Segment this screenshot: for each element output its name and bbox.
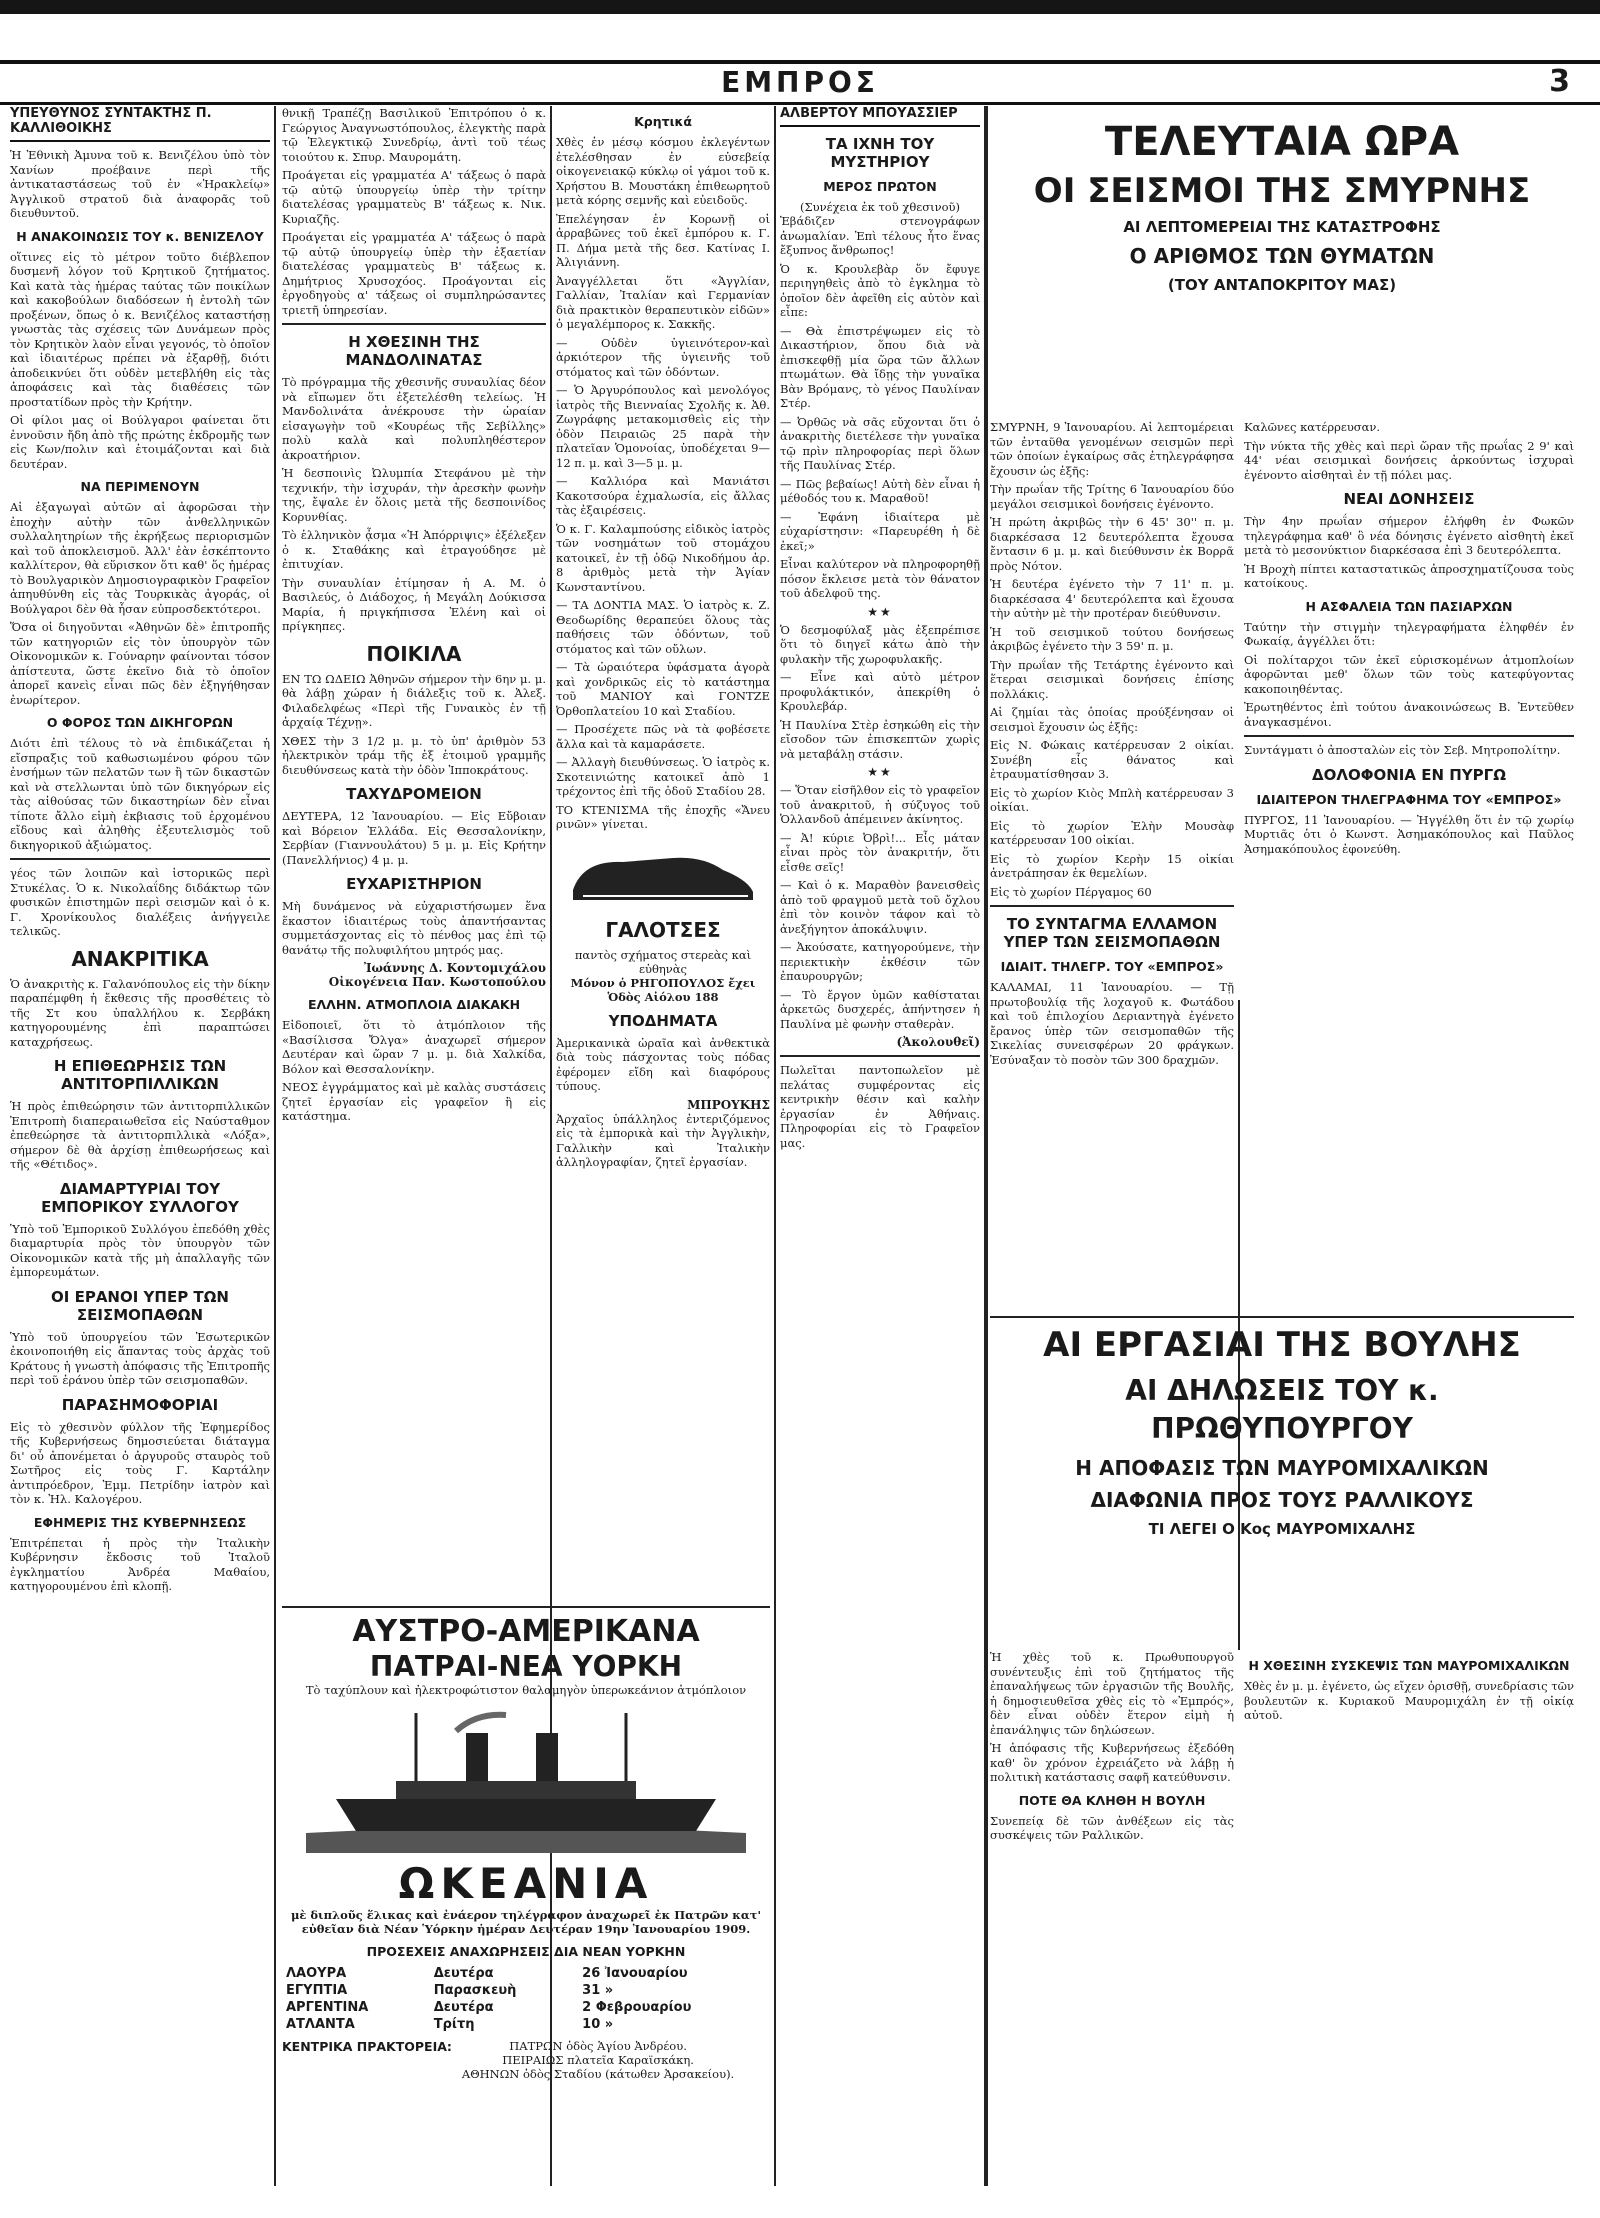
headline: ΑΙ ΕΡΓΑΣΙΑΙ ΤΗΣ ΒΟΥΛΗΣ (1043, 1325, 1521, 1365)
article-text: Εἰς Ν. Φώκαις κατέρρευσαν 2 οἰκίαι. Συνέβη εἷς θάνατος καὶ ἐτραυματίσθησαν 3. (990, 738, 1234, 781)
headline: ΕΛΛΗΝ. ΑΤΜΟΠΛΟΙΑ ΔΙΑΚΑΚΗ (307, 997, 521, 1012)
article-text: — Τὸ ἔργον ὑμῶν καθίσταται ἀρκετῶς δυσχερές, ἀπήντησεν ἡ Παυλίνα μὲ φωνὴν σταθερὰν. (780, 987, 980, 1031)
divider (10, 858, 270, 860)
headline: ΟΙ ΕΡΑΝΟΙ ΥΠΕΡ ΤΩΝ ΣΕΙΣΜΟΠΑΘΩΝ (51, 1287, 229, 1324)
main-headline-2: ΟΙ ΣΕΙΣΜΟΙ ΤΗΣ ΣΜΥΡΝΗΣ (1033, 171, 1531, 211)
offices-list (462, 2039, 734, 2081)
parliament-headlines (990, 1310, 1574, 1544)
office-address: ΠΕΙΡΑΙΩΣ πλατεῖα Καραϊσκάκη. (502, 2053, 694, 2067)
subheadline: Η ΑΠΟΦΑΣΙΣ ΤΩΝ ΜΑΥΡΟΜΙΧΑΛΙΚΩΝ (1075, 1456, 1489, 1480)
top-edge-bar (0, 0, 1600, 14)
office-address: ΠΑΤΡΩΝ ὁδὸς Ἁγίου Ἀνδρέου. (509, 2039, 687, 2053)
article-text: ΚΑΛΑΜΑΙ, 11 Ἰανουαρίου. — Τῇ πρωτοβουλίᾳ τῆς λοχαγοῦ κ. Φωτάδου καὶ τοῦ ἐπιλοχίου Δεριαντηγὰ ἐγένετο ἔρανος ὑπὲρ τῶν σεισμοπαθῶν τῆς Σικελίας συνεισφέρων 20 φράγκων. Ἐσύναξαν τὸ ποσὸν τῶν 300 δραχμῶν. (990, 980, 1234, 1067)
divider (780, 1055, 980, 1057)
article-text: — Ἀ! κύριε Ὀβρὶ!... Εἶς μάταν εἶναι πρὸς τὸν ἀνακριτήν, ὅτι εἶσθε σεῖς! (780, 830, 980, 874)
ship-cell: ΛΑΟΥΡΑ (286, 1966, 347, 1981)
article-text: θνικῇ Τραπέζῃ Βασιλικοῦ Ἐπιτρόπου ὁ κ. Γεώργιος Ἀναγνωστόπουλος, ἐλεγκτὴς παρὰ τῷ Ἐλεγκτικῷ Συνεδρίῳ, ἀντὶ τοῦ τέως τοιούτου κ. Σπυρ. Μαυρομάτη. (282, 106, 546, 164)
headline: Η ΑΝΑΚΟΙΝΩΣΙΣ ΤΟΥ κ. ΒΕΝΙΖΕΛΟΥ (16, 228, 264, 244)
shoe-ad-title: ΓΑΛΟΤΣΕΣ (605, 917, 721, 942)
day-cell: Τρίτη (433, 2017, 475, 2032)
article-text: — ΤΑ ΔΟΝΤΙΑ ΜΑΣ. Ὁ ἰατρὸς κ. Ζ. Θεοδωρίδης θεραπεύει ὅλους τὰς παθήσεις τῶν ὀδόντων, τοῦ στόματος καὶ τῶν οὔλων. (556, 598, 770, 656)
article-text: ΝΕΟΣ ἐγγράμματος καὶ μὲ καλὰς συστάσεις ζητεῖ ἐργασίαν εἰς γραφεῖον ἢ εἰς κατάστημα. (282, 1080, 546, 1123)
headline: ΤΑΧΥΔΡΟΜΕΙΟΝ (346, 785, 482, 803)
headline: ΝΑ ΠΕΡΙΜΕΝΟΥΝ (80, 479, 200, 494)
article-text: ΧΘΕΣ τὴν 3 1/2 μ. μ. τὸ ὑπ' ἀριθμὸν 53 ἠλεκτρικὸν τράμ τῆς ἐξ ἑτοιμοῦ γραμμῆς διευθύνσεως κατὰ τὴν ὁδὸν Ἱπποκράτους. (282, 733, 546, 777)
divider (990, 1316, 1574, 1318)
column-rule (774, 106, 776, 2186)
article-text: Ἐπιτρέπεται ἡ πρὸς τὴν Ἰταλικὴν Κυβέρνησιν ἔκδοσις τοῦ Ἰταλοῦ ἐγκληματίου Ἀνδρέα Μαθαίου, κατηγορουμένου ἐπὶ κλοπῇ. (10, 1535, 270, 1593)
article-text: Χθὲς ἐν μ. μ. ἐγένετο, ὡς εἴχεν ὁρισθῇ, συνεδρίασις τῶν βουλευτῶν κ. Κυριακοῦ Μαυρομιχάλη ἐν τῇ οἰκίᾳ αὐτοῦ. (1244, 1679, 1574, 1722)
headline: ΔΙΑΜΑΡΤΥΡΙΑΙ ΤΟΥ ΕΜΠΟΡΙΚΟΥ ΣΥΛΛΟΓΟΥ (41, 1179, 239, 1216)
article-text: ΤΟ ΚΤΕΝΙΣΜΑ τῆς ἐποχῆς «Ἄνευ ρινῶν» γίνεται. (556, 802, 770, 831)
article-text: οἵτινες εἰς τὸ μέτρον τοῦτο διέβλεπον δυσμενῆ λόγον τοῦ Κρητικοῦ ζητήματος. Καὶ κατὰ τὰς ἡμέρας ταύτας τῶν ποικίλων καὶ κακοβούλων διαδόσεων ἡ ἐντολὴ τῶν προξένων, ὅπως ὁ κ. Βενιζέλος καταστήσῃ γνωστὰς τὰς σχέσεις τῶν Δυνάμεων πρὸς τὸν Κρητικὸν λαὸν εἶναι γεγονός, τὸ ὁποῖον καὶ ἰδιαιτέρως πρέπει νὰ ἐξαρθῇ, διότι ἀποδεικνύει ὅτι οὐδὲν μετεβλήθη εἰς τὰς ἀποφάσεις καὶ τὰς διαθέσεις τῶν προστατίδων πρὸς τὴν Κρήτην. (10, 249, 270, 409)
divider (282, 1606, 770, 1608)
article-text: — Θὰ ἐπιστρέψωμεν εἰς τὸ Δικαστήριον, ὅπου διὰ νὰ ἐπισκεφθῇ μία ὥρα τῶν ἄλλων πτωμάτων. Θὰ ἴδῃς τὴν γυναῖκα Βὰν Βρόμανς, τὸ γένος Παυλίναν Στέρ. (780, 323, 980, 410)
schedule-row (282, 1982, 770, 1999)
signature: ΜΠΡΟΥΚΗΣ (687, 1097, 770, 1112)
article-text: Εἰς τὸ χθεσινὸν φύλλον τῆς Ἐφημερίδος τῆς Κυβερνήσεως δημοσιεύεται διάταγμα δι' οὗ ἀπονέμεται ὁ ἀργυροῦς σταυρὸς τοῦ Σωτῆρος εἰς τοὺς Γ. Καρτάλην ἀντιπρόεδρον, Ἐμμ. Πετρίδην ἰατρὸν καὶ τὸν κ. Ἠλ. Καλογέρου. (10, 1419, 270, 1506)
article-text: Ἡ ἀπόφασις τῆς Κυβερνήσεως ἐξεδόθη καθ' ὃν χρόνον ἐχρειάζετο νὰ λάβῃ ἡ πολιτικὴ κατάστασις σαφῆ κατεύθυνσιν. (990, 1741, 1234, 1784)
headline: ΕΥΧΑΡΙΣΤΗΡΙΟΝ (346, 875, 482, 893)
article-text: Ταύτην τὴν στιγμὴν τηλεγραφήματα ἐληφθέν ἐν Φωκαίᾳ, ἀγγέλλει ὅτι: (1244, 619, 1574, 648)
article-text: Ὁ κ. Γ. Καλαμπούσης εἰδικὸς ἰατρὸς τῶν νοσημάτων τοῦ στομάχου κατοικεῖ, ἐν τῇ ὁδῷ Νικοδήμου ἀρ. 8 ἀριθμὸς μετὰ τὴν Ἁγίαν Κωνσταντίνου. (556, 521, 770, 594)
masthead (0, 60, 1600, 105)
offices-heading: ΚΕΝΤΡΙΚΑ ΠΡΑΚΤΟΡΕΙΑ: (282, 2039, 452, 2054)
article-text: — Ὀρθῶς νὰ σᾶς εὔχονται ὅτι ὁ ἀνακριτὴς διετέλεσε τὴν γυναῖκα τῷ πρὶν πληροφορίας περὶ ὅλων τῆς Παυλίνας Στέρ. (780, 414, 980, 472)
parliament-col-left (990, 1650, 1234, 2186)
continued-note: (Ἀκολουθεῖ) (896, 1035, 980, 1049)
ship-cell: ΑΤΛΑΝΤΑ (286, 2017, 355, 2032)
article-text: Ἡ πρώτη ἀκριβῶς τὴν 6 45' 30'' π. μ. διαρκέσασα 12 δευτερόλεπτα ἔχουσα ἔντασιν 6 μ. μ. καὶ διεύθυνσιν ἐκ Βορρᾶ πρὸς Νότον. (990, 515, 1234, 573)
article-text: Ἡ δεσποινὶς Ὠλυμπία Στεφάνου μὲ τὴν τεχνικήν, τὴν ἰσχυράν, τὴν ἀρεσκὴν φωνὴν της, ἔψαλε ἐν ὅλοις μετὰ τῆς δεσποινίδος Κορυνθίας. (282, 466, 546, 524)
schedule-table (282, 1965, 770, 2033)
headline: ΠΟΙΚΙΛΑ (366, 641, 462, 666)
headline: ΑΝΑΚΡΙΤΙΚΑ (71, 946, 209, 971)
date-cell: 10 » (582, 2017, 614, 2032)
headline: ΠΑΡΑΣΗΜΟΦΟΡΙΑΙ (61, 1395, 219, 1414)
ship-cell: ΑΡΓΕΝΤΙΝΑ (286, 2000, 369, 2015)
author-byline: ΑΛΒΕΡΤΟΥ ΜΠΟΥΑΣΣΙΕΡ (780, 106, 980, 127)
shoe-ad-address: Μόνον ὁ ΡΗΓΟΠΟΥΛΟΣ ἔχει Ὁδὸς Αἰόλου 188 (570, 975, 756, 1004)
section-break: ★★ (867, 604, 893, 619)
article-text: Ὑπὸ τοῦ ὑπουργείου τῶν Ἐσωτερικῶν ἐκοινοποιήθη εἰς ἅπαντας τοὺς ἀρχὰς τοῦ Κράτους ἡ γνωστὴ ἀπόφασις τῆς Ἐπιτροπῆς περὶ τοῦ ἐράνου ὑπὲρ τῶν σεισμοπαθῶν. (10, 1329, 270, 1387)
headline: Η ΧΘΕΣΙΝΗ ΤΗΣ ΜΑΝΔΟΛΙΝΑΤΑΣ (345, 333, 483, 369)
divider (282, 323, 546, 325)
article-text: — Ὁ Ἀργυρόπουλος καὶ μενολόγος ἰατρὸς τῆς Βιενναίας Σχολῆς κ. Ἀθ. Ζωγράφης μετακομισθεὶς εἰς τὴν ὁδὸν Πειραιῶς 25 παρὰ τὴν πλατεῖαν Ὁμονοίας, ὑποδέχεται 9—12 π. μ. καὶ 3—5 μ. μ. (556, 383, 770, 470)
article-text: Εἰδοποιεῖ, ὅτι τὸ ἀτμόπλοιον τῆς «Βασίλισσα Ὄλγα» ἀναχωρεῖ σήμερον Δευτέραν καὶ ὥραν 7 μ. μ. διὰ Χαλκίδα, Βόλον καὶ Θεσσαλονίκην. (282, 1018, 546, 1076)
signature: Οἰκογένεια Παν. Κωστοπούλου (328, 975, 546, 989)
shoe-illustration (563, 840, 763, 910)
article-text: Εἰς τὸ χωρίον Ἐλὴν Μουσὰφ κατέρρευσαν 100 οἰκίαι. (990, 818, 1234, 847)
article-text: Ὁ δεσμοφύλαξ μὰς ἐξεπρέπισε ὅτι τὸ διηγεῖ κάτω ἀπὸ τὴν φυλακὴν τῆς χωροφυλακῆς. (780, 622, 980, 666)
footer-headline: ΠΟΤΕ ΘΑ ΚΛΗΘΗ Η ΒΟΥΛΗ (1018, 1792, 1206, 1808)
article-text: Προάγεται εἰς γραμματέα Α' τάξεως ὁ παρὰ τῷ αὐτῷ ὑπουργείῳ ὑπὲρ τὴν ἑξαετίαν διατελέσας γραμματεὺς Β' τάξεως κ. Δημήτριος Χρυσοχόος. Προάγονται εἰς ἐργοδηγοὺς α' τάξεως οἱ συμπληρώσαντες τριετῆ ὑπηρεσίαν. (282, 230, 546, 317)
article-text: Τὸ πρόγραμμα τῆς χθεσινῆς συναυλίας δέον νὰ εἴπωμεν ὅτι ἐξετελέσθη τελείως. Ἡ Μανδολινάτα ἀνέκρουσε τὴν ὡραίαν εἰσαγωγὴν τοῦ «Κουρέως τῆς Σεβίλλης» πολὺ καλὰ καὶ πολυπληθέστερον ἀκροατήριον. (282, 375, 546, 462)
continuation-note: (Συνέχεια ἐκ τοῦ χθεσινοῦ) (800, 200, 960, 214)
article-text: Εἰς τὸ χωρίον Πέργαμος 60 (990, 884, 1152, 899)
article-text: Ὁ ἀνακριτὴς κ. Γαλανόπουλος εἰς τὴν δίκην παραπέμφθη ἡ ἔκθεσις τῆς προσθέτεις τὸ τῆς Στ κου ὑπαλλήλου κ. Σερβάκη κατηγορουμένης ἐπὶ παραπτώσει καταχρήσεως. (10, 976, 270, 1049)
column-6 (1244, 420, 1574, 1000)
article-text: Καλῶνες κατέρρευσαν. (1244, 420, 1381, 434)
article-text: ΕΝ ΤΩ ΩΔΕΙΩ Ἀθηνῶν σήμερον τὴν 6ην μ. μ. θὰ λάβῃ χώραν ἡ διάλεξις τοῦ κ. Ἀλεξ. Φιλαδελφέως «Περὶ τῆς Γυναικὸς ἐν τῇ ἀρχαίᾳ Τέχνῃ». (282, 671, 546, 729)
article-text: Ἡ Βροχὴ πίπτει καταστατικῶς ἀπροσχηματίζουσα τοὺς κατοίκους. (1244, 561, 1574, 590)
article-text: ΣΜΥΡΝΗ, 9 Ἰανουαρίου. Αἱ λεπτομέρειαι τῶν ἐνταῦθα γενομένων σεισμῶν περὶ τῶν ὁποίων ἐγκαίρως σᾶς ἐτηλεγράφησα ἔχουσιν ὡς ἑξῆς: (990, 420, 1234, 478)
article-text: Μὴ δυνάμενος νὰ εὐχαριστήσωμεν ἕνα ἕκαστον ἰδιαιτέρως τοὺς ἀπαντήσαντας συμμετάσχοντας εἰς τὸ πένθος μας ἐπὶ τῷ θανάτῳ τῆς πολυφιλήτου μητρός μας. (282, 899, 546, 957)
schedule-row (282, 2016, 770, 2033)
ad-title: ΑΥΣΤΡΟ-ΑΜΕΡΙΚΑΝΑ (352, 1614, 700, 1649)
schedule-row (282, 1999, 770, 2016)
article-text: Ὑπὸ τοῦ Ἐμπορικοῦ Συλλόγου ἐπεδόθη χθὲς διαμαρτυρία πρὸς τὸν ὑπουργὸν τῶν Οἰκονομικῶν κατὰ τῆς μὴ ἀπαλλαγῆς τῶν ἐμπορευμάτων. (10, 1221, 270, 1279)
article-text: ΠΥΡΓΟΣ, 11 Ἰανουαρίου. — Ἠγγέλθη ὅτι ἐν τῷ χωρίῳ Μυρτιᾶς ὁτι ὁ Κωνστ. Ἀσημακόπουλος καὶ Παῦλος Ἀσημακόπουλος ἐφονεύθη. (1244, 812, 1574, 856)
schedule-heading: ΠΡΟΣΕΧΕΙΣ ΑΝΑΧΩΡΗΣΕΙΣ ΔΙΑ ΝΕΑΝ ΥΟΡΚΗΝ (366, 1944, 686, 1959)
headline: ΝΕΑΙ ΔΟΝΗΣΕΙΣ (1343, 490, 1475, 508)
article-text: Ἀναγγέλλεται ὅτι «Ἀγγλίαν, Γαλλίαν, Ἰταλίαν καὶ Γερμανίαν διὰ πρακτικὸν θεραπευτικὸν εἰδῶν» ὁ μεγαλέμπορος κ. Σακκῆς. (556, 273, 770, 331)
article-text: Ἡ πρὸς ἐπιθεώρησιν τῶν ἀντιτορπιλλικῶν Ἐπιτροπὴ διαπεραιωθεῖσα εἰς Ναύσταθμον ἐπεθεώρησε τὰ ἀντιτορπιλλικὰ «Λόξα», σήμερον δὲ θὰ ἀρχίσῃ ἐπιθεωρήσεως καὶ τῆς «Θέτιδος». (10, 1099, 270, 1171)
newspaper-title: ΕΜΠΡΟΣ (721, 66, 879, 99)
day-cell: Δευτέρα (433, 1966, 494, 1981)
column-5 (990, 420, 1234, 1300)
main-headline: ΤΕΛΕΥΤΑΙΑ ΩΡΑ (1104, 119, 1460, 165)
column-2 (282, 106, 546, 1196)
headline: ΑΙ ΔΗΛΩΣΕΙΣ ΤΟΥ κ. ΠΡΩΘΥΠΟΥΡΓΟΥ (1125, 1374, 1439, 1445)
article-text: Ἡ χθὲς τοῦ κ. Πρωθυπουργοῦ συνέντευξις ἐπὶ τοῦ ζητήματος τῆς ἐπαναλήψεως τῶν ἐργασιῶν τῆς Βουλῆς, ἡ δημοσιευθεῖσα χθὲς εἰς τὸ «Ἐμπρός», δὲν εἶναι οὐδὲν ἕτερον εἰμὴ ἡ ἐπανάληψις τῶν δηλώσεων. (990, 1650, 1234, 1737)
article-text: Πωλεῖται παντοπωλεῖον μὲ πελάτας συμφέροντας εἰς κεντρικὴν θέσιν καὶ καλὴν ἐργασίαν ἐν Ἀθήναις. Πληροφορίαι εἰς τὸ Γραφεῖον μας. (780, 1063, 980, 1150)
headline: ΕΦΗΜΕΡΙΣ ΤΗΣ ΚΥΒΕΡΝΗΣΕΩΣ (33, 1514, 247, 1530)
article-text: Προάγεται εἰς γραμματέα Α' τάξεως ὁ παρὰ τῷ αὐτῷ ὑπουργείῳ ὑπὲρ τὴν τρίτην διατελέσας γραμματεὺς Β' τάξεως κ. Νικ. Κυριαζῆς. (282, 168, 546, 226)
article-text: Διότι ἐπὶ τέλους τὸ νὰ ἐπιδικάζεται ἡ εἴσπραξις τοῦ καθωσιωμένου φόρου τῶν ἐνσήμων τῶν πελατῶν των ἢ τῶν δικαστῶν καὶ νὰ στελλωνται ὑπὸ τῶν δικηγόρων εἰς τὰς αἰθούσας τῶν δικαστηρίων δὲν εἶναι τίποτε ἄλλο εἰμὴ ἐκβιασις τοῦ ἐρχομένου εἴδους καὶ ἀληθὴς ἐξευτελισμὸς τοῦ δικηγορικοῦ ἀξιώματος. (10, 736, 270, 852)
headline-block (990, 112, 1574, 300)
article-text: Τὴν 4ην πρωΐαν σήμερον ἐλήφθη ἐν Φωκῶν τηλεγράφημα καθ' ὃ νέα δόνησις ἐγένετο αἰσθητὴ ἐκεῖ μετὰ τὸ μεσονύκτιον διαρκέσασα ἐπὶ 3 δευτερόλεπτα. (1244, 514, 1574, 557)
headline: ΔΟΛΟΦΟΝΙΑ ΕΝ ΠΥΡΓΩ (1312, 765, 1506, 784)
date-cell: 26 Ἰανουαρίου (582, 1966, 688, 1981)
ad-description: μὲ διπλοῦς ἕλικας καὶ ἐνάερον τηλέγραφον ἀναχωρεῖ ἐκ Πατρῶν κατ' εὐθεῖαν διὰ Νέαν Ὑόρκην ἡμέραν Δευτέραν 19ην Ἰανουαρίου 1909. (290, 1908, 762, 1936)
article-text: Ἡ Ἐθνικὴ Ἀμυνα τοῦ κ. Βενιζέλου ὑπὸ τὸν Χανίων προέβαινε περὶ τῆς ἀντικαταστάσεως τοῦ ἐν «Ἡρακλείῳ» Ἀγγλικοῦ στρατοῦ διὰ ἀναφορᾶς τοῦ διευθυντοῦ. (10, 148, 270, 220)
page-number: 3 (1549, 64, 1570, 99)
article-text: Τὴν πρωΐαν τῆς Τρίτης 6 Ἰανουαρίου δύο μεγάλοι σεισμικοὶ δονήσεις ἐγένοντο. (990, 482, 1234, 511)
article-text: Οἱ πολίταρχοι τῶν ἐκεῖ εὑρισκομένων ἀτμοπλοίων ἀφορῶνται μεθ' ὅλων τῶν τοὺς κατεφύγοντας κακοποιηθέντας. (1244, 652, 1574, 696)
day-cell: Παρασκευὴ (433, 1983, 517, 1998)
day-cell: Δευτέρα (433, 2000, 494, 2015)
article-text: Τὴν συναυλίαν ἐτίμησαν ἡ Α. Μ. ὁ Βασιλεύς, ὁ Διάδοχος, ἡ Μεγάλη Δούκισσα Μαρία, ἡ πριγκήπισσα Ἑλένη καὶ οἱ πρίγκηπες. (282, 575, 546, 633)
article-text: — Τὰ ὡραιότερα ὑφάσματα ἀγορὰ καὶ χονδρικῶς εἰς τὸ κατάστημα τοῦ ΜΑΝΙΟΥ καὶ ΓΟΝΤΖΕ Ὀρθοπλατείου 10 καὶ Σταδίου. (556, 660, 770, 718)
article-text: — Πῶς βεβαίως! Αὐτὴ δὲν εἶναι ἡ μέθοδός του κ. Μαραθοῦ! (780, 476, 980, 505)
article-text: — Καλλιόρα καὶ Μανιάτσι Κακοτσούρα ἐχμαλωσία, εἰς ἄλλας τὰς ἐξαιρέσεις. (556, 474, 770, 517)
serial-title: ΤΑ ΙΧΝΗ ΤΟΥ ΜΥΣΤΗΡΙΟΥ (825, 135, 935, 171)
ad-subtitle: Τὸ ταχύπλουν καὶ ἠλεκτροφώτιστον θαλαμηγὸν ὑπερωκεάνιον ἀτμόπλοιον (305, 1683, 747, 1697)
subheadline: ΑΙ ΛΕΠΤΟΜΕΡΕΙΑΙ ΤΗΣ ΚΑΤΑΣΤΡΟΦΗΣ (1123, 218, 1441, 236)
article-text: Τὴν νύκτα τῆς χθὲς καὶ περὶ ὥραν τῆς πρωΐας 2 9' καὶ 44' νέαι σεισμικαὶ δονήσεις ἀρκούντως ἰσχυραὶ ἐγένοντο αἰσθηταὶ ἐν τῇ πόλει μας. (1244, 438, 1574, 482)
headline: Κρητικά (634, 114, 692, 129)
article-text: — Ὅταν εἰσῆλθον εἰς τὸ γραφεῖον τοῦ ἀνακριτοῦ, ἡ σύζυγος τοῦ Ὁλλανδοῦ ἀπέμεινεν ἀκίνητος. (780, 783, 980, 826)
article-text: Ἡ τοῦ σεισμικοῦ τούτου δονήσεως ἀκριβῶς ἐγένετο τὴν 3 59' π. μ. (990, 624, 1234, 653)
divider (1244, 735, 1574, 737)
article-text: Χθὲς ἐν μέσῳ κόσμου ἐκλεγέντων ἐτελέσθησαν ἐν εὐσεβείᾳ οἰκογενειακῷ κύκλῳ οἱ γάμοι τοῦ κ. Χρήστου Β. Μουστάκη ἐπιθεωρητοῦ μετὰ κόρης σεμνῆς καὶ εὐειδοῦς. (556, 135, 770, 207)
subheadline: ΔΙΑΦΩΝΙΑ ΠΡΟΣ ΤΟΥΣ ΡΑΛΛΙΚΟΥΣ (1090, 1488, 1474, 1512)
article-text: — Ἐφάνη ἰδιαίτερα μὲ εὐχαρίστησιν: «Παρευρέθη ἡ δὲ ἐκεῖ;» (780, 509, 980, 553)
date-cell: 31 » (582, 1983, 614, 1998)
article-text: Εἰς τὸ χωρίον Κερὴν 15 οἰκίαι ἀνετράπησαν ἐκ θεμελίων. (990, 851, 1234, 880)
serial-part: ΜΕΡΟΣ ΠΡΩΤΟΝ (823, 179, 937, 194)
ship-name: ΩΚΕΑΝΙΑ (398, 1859, 654, 1908)
headline: Η ΑΣΦΑΛΕΙΑ ΤΩΝ ΠΑΣΙΑΡΧΩΝ (1305, 598, 1513, 614)
article-text: Οἱ φίλοι μας οἱ Βούλγαροι φαίνεται ὅτι ἐννοῦσιν ἤδη ἀπὸ τῆς πρώτης ἐκδρομῆς των εἰς Κων/πολιν καὶ ἑτοιμάζονται καὶ διὰ δευτέραν. (10, 413, 270, 471)
article-text: — Οὐδὲν ὑγιεινότερον-καὶ ἀρκιότερον τῆς ὑγιεινῆς τοῦ στόματος καὶ τῶν ὀδόντων. (556, 335, 770, 379)
article-text: Ἀμερικανικὰ ὡραῖα καὶ ἀνθεκτικὰ διὰ τοὺς πάσχοντας τοὺς πόδας ἐφέρομεν εἴδη καὶ διαφόρους τύπους. (556, 1035, 770, 1093)
article-text: Ἡ δευτέρα ἐγένετο τὴν 7 11' π. μ. διαρκέσασα 4' δευτερόλεπτα καὶ ἔχουσα τὴν αὐτὴν μὲ τὴν προτέραν διεύθυνσιν. (990, 577, 1234, 620)
article-text: — Προσέχετε πῶς νὰ τὰ φοβέσετε ἄλλα καὶ τὰ καμαράσετε. (556, 722, 770, 751)
parliament-col-right (1244, 1650, 1574, 2186)
editor-byline: ΥΠΕΥΘΥΝΟΣ ΣΥΝΤΑΚΤΗΣ Π. ΚΑΛΛΙΘΟΙΚΗΣ (10, 106, 270, 142)
subheadline: ΤΙ ΛΕΓΕΙ Ο Κος ΜΑΥΡΟΜΙΧΑΛΗΣ (1148, 1520, 1416, 1538)
subheadline: ΙΔΙΑΙΤΕΡΟΝ ΤΗΛΕΓΡΑΦΗΜΑ ΤΟΥ «ΕΜΠΡΟΣ» (1256, 791, 1562, 807)
column-3 (556, 106, 770, 1196)
headline: Η ΕΠΙΘΕΩΡΗΣΙΣ ΤΩΝ ΑΝΤΙΤΟΡΠΙΛΛΙΚΩΝ (53, 1057, 227, 1093)
article-text: — Καὶ ὁ κ. Μαραθὸν βανεισθεὶς ἀπὸ τοῦ φραγμοῦ μετὰ τοῦ ὄχλου ἐπὶ τὸν κοινὸν τάφον καὶ τὸ ἀνεξήγητον ἀποκάλυψιν. (780, 878, 980, 936)
article-text: Ἀρχαῖος ὑπάλληλος ἐντεριζόμενος εἰς τὰ ἐμπορικὰ καὶ τὴν Ἀγγλικὴν, Γαλλικὴν καὶ Ἰταλικὴν ἀλληλογραφίαν, ζητεῖ ἐργασίαν. (556, 1111, 770, 1169)
subheadline: Ο ΑΡΙΘΜΟΣ ΤΩΝ ΘΥΜΑΤΩΝ (1129, 244, 1435, 268)
headline: Η ΧΘΕΣΙΝΗ ΣΥΣΚΕΨΙΣ ΤΩΝ ΜΑΥΡΟΜΙΧΑΛΙΚΩΝ (1248, 1658, 1570, 1673)
headline: ΥΠΟΔΗΜΑΤΑ (608, 1011, 718, 1030)
headline: Ο ΦΟΡΟΣ ΤΩΝ ΔΙΚΗΓΟΡΩΝ (46, 715, 234, 730)
article-text: Εἰς τὸ χωρίον Κιὸς Μπλὴ κατέρρευσαν 3 οἰκίαι. (990, 785, 1234, 814)
column-rule (984, 106, 988, 2186)
column-1 (10, 106, 270, 2186)
article-text: — Ἀλλαγὴ διευθύνσεως. Ὁ ἰατρὸς κ. Σκοτεινιώτης κατοικεῖ ἀπὸ 1 τρέχοντος ἐπὶ τῆς ὁδοῦ Σταδίου 28. (556, 755, 770, 798)
article-text: — Ἀκούσατε, κατηγορούμενε, τὴν περιεκτικὴν ἐκθέσιν τῶν ἐπαυρουργῶν; (780, 940, 980, 983)
schedule-row (282, 1965, 770, 1982)
article-text: Ἐρωτηθέντος ἐπὶ τούτου ἀνακοινώσεως Β. Ἐντεῦθεν ἀναγκασμένοι. (1244, 700, 1574, 729)
article-text: Ὅσα οἱ διηγοῦνται «Ἀθηνῶν δὲ» ἐπιτροπῆς τῶν κατηγοριῶν εἰς τὸν ὑπουργὸν τῶν Οἰκονομικῶν κ. Γούναρην φαίνονται τόσον ἀπίστευτα, ὥστε ἐκεῖνο διὰ τὸ ὁποῖον ἀπορεῖ κανεὶς εἶναι πῶς δὲν ἐξηγήθησαν ἐνωρίτερον. (10, 620, 270, 707)
steamship-illustration (306, 1703, 746, 1853)
article-text: Ἐβάδιζεν στενογράφων ἀνωμαλίαν. Ἐπὶ τέλους ἦτο ἕνας ἔξυπνος ἄνθρωπος! (780, 214, 980, 257)
article-text: Αἱ ζημίαι τὰς ὁποίας προύξένησαν οἱ σεισμοὶ ἔχουσιν ὡς ἑξῆς: (990, 705, 1234, 734)
article-text: Αἱ ἐξαγωγαὶ αὐτῶν αἱ ἀφορῶσαι τὴν ἐποχὴν αὐτὴν τῶν ἀνθελληνικῶν συλλαλητηρίων τῆς ἐκρήξεως περιορισμῶν καὶ τοῦ ἀποκλεισμοῦ. Ἀλλ' ἐὰν ἐσκέπτοντο καλλίτερον, θὰ εὕρισκον ὅτι καθ' ὅς ἡμέρας τὸ Βουλγαρικὸν Δημοσιογραφικὸν Γραφεῖον ἀπηυθύνθη εἰς τὰς Τουρκικὰς ἀγοράς, οἱ Βούλγαροι δὲν θὰ ἦσαν εὐπροσδεκτότεροι. (10, 500, 270, 616)
article-text: Ἡ Παυλίνα Στὲρ ἐσηκώθη εἰς τὴν εἴσοδον τῶν ἐπισκεπτῶν χωρὶς νὰ μεταβάλῃ στάσιν. (780, 717, 980, 761)
article-text: Ὁ κ. Κρουλεβὰρ ὅν ἔφυγε περιηγηθεὶς ἀπὸ τὸ ἐγκλημα τὸ ὁποῖον δὲν ἀφεῖθη εἰς αὐτὸν καὶ εἶπε: (780, 261, 980, 319)
article-text: Συντάγματι ὁ ἀποσταλὼν εἰς τὸν Σεβ. Μητροπολίτην. (1244, 743, 1561, 757)
article-text: Τὴν πρωΐαν τῆς Τετάρτης ἐγένοντο καὶ ἕτεραι σεισμικαὶ δονήσεις ἐπίσης πολλάκις. (990, 657, 1234, 701)
section-break: ★★ (867, 765, 893, 779)
signature: Ἰωάννης Δ. Κοντομιχάλου (363, 961, 546, 975)
article-text: Τὸ ἑλληνικὸν ᾆσμα «Ἡ Ἀπόρριψις» ἐξέλεξεν ὁ κ. Σταθάκης καὶ ἐτραγούδησε μὲ ἐπιτυχίαν. (282, 528, 546, 571)
ship-advertisement (282, 1600, 770, 2186)
shoe-ad-subtitle: παντὸς σχήματος στερεὰς καὶ εὐθηνὰς (574, 947, 752, 976)
column-4 (780, 106, 980, 2186)
offices-block (282, 2039, 770, 2081)
subheadline: (ΤΟΥ ΑΝΤΑΠΟΚΡΙΤΟΥ ΜΑΣ) (1167, 276, 1397, 294)
article-text: Ἐπελέγησαν ἐν Κορωνῇ οἱ ἀρραβῶνες τοῦ ἐκεῖ ἐμπόρου κ. Γ. Π. Δήμα μετὰ τῆς δεσ. Κατίνας Ι. Ἀλιγιάννη. (556, 211, 770, 269)
column-rule (274, 106, 276, 2186)
article-text: — Εἶνε καὶ αὐτὸ μέτρον προφυλάκτικόν, ἀπεκρίθη ὁ Κρουλεβάρ. (780, 670, 980, 713)
date-cell: 2 Φεβρουαρίου (582, 2000, 692, 2015)
headline: ΤΟ ΣΥΝΤΑΓΜΑ ΕΛΛΑΜΟΝ ΥΠΕΡ ΤΩΝ ΣΕΙΣΜΟΠΑΘΩΝ (1003, 915, 1221, 951)
article-text: Συνεπείᾳ δὲ τῶν ἀνθέξεων εἰς τὰς συσκέψεις τῶν Ραλλικῶν. (990, 1813, 1234, 1842)
ad-route: ΠΑΤΡΑΙ-ΝΕΑ ΥΟΡΚΗ (369, 1650, 683, 1683)
article-text: γέος τῶν λοιπῶν καὶ ἱστορικῶς περὶ Στυκέλας. Ὁ κ. Νικολαΐδης διδάκτωρ τῶν φυσικῶν ἐπιστημῶν περὶ σεισμῶν καὶ ὁ κ. Γ. Χρονίκουλος διαλέξεις ἀνήγγειλε τελικῶς. (10, 866, 270, 938)
subheadline: ΙΔΙΑΙΤ. ΤΗΛΕΓΡ. ΤΟΥ «ΕΜΠΡΟΣ» (1000, 959, 1224, 974)
ship-cell: ΕΓΥΠΤΙΑ (286, 1983, 348, 1998)
divider (990, 905, 1234, 907)
article-text: Εἶναι καλύτερον νὰ πληροφορηθῇ πόσον ἔκλεισε μετὰ τὸν θάνατον τοῦ ἀδελφοῦ της. (780, 557, 980, 600)
article-text: ΔΕΥΤΕΡΑ, 12 Ἰανουαρίου. — Εἰς Εὔβοιαν καὶ Βόρειον Ἑλλάδα. Εἰς Θεσσαλονίκην, Σερβίαν (Γιαννουλάτου) 5 μ. μ. Εἰς Κρήτην (Πανελλήνιος) 4 μ. μ. (282, 809, 546, 867)
office-address: ΑΘΗΝΩΝ ὁδὸς Σταδίου (κάτωθεν Ἀρσακείου). (461, 2067, 735, 2081)
